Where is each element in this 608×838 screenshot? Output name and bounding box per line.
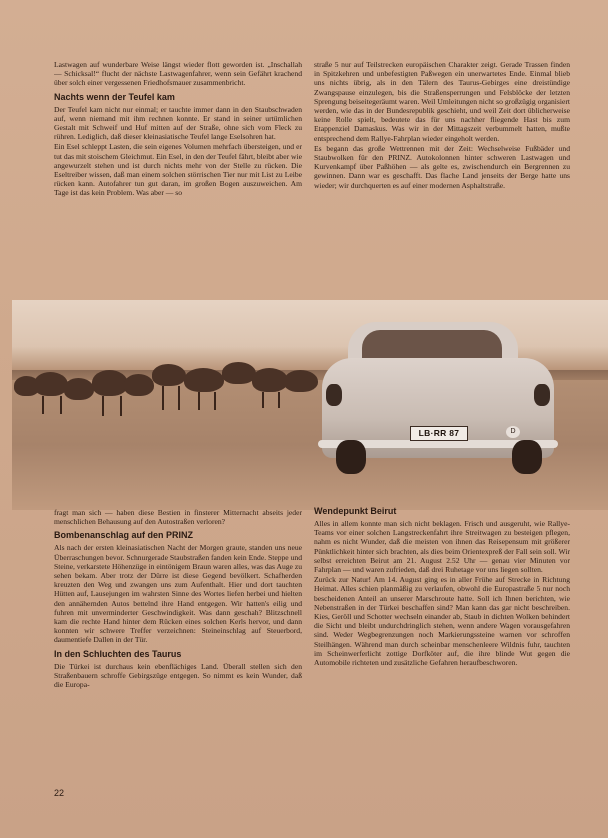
text-column-1 [54, 60, 302, 306]
section-heading: In den Schluchten des Taurus [54, 648, 182, 659]
paragraph: Lastwagen auf wunderbare Weise längst wieder flott geworden ist. „Inschallah — Schicksal!“ flucht der nächste Lastwagenfahrer, wenn sein Gefährt krachend über solch einer vergessenen Friedhofsmauer zusammenbricht. [54, 60, 302, 88]
paragraph: Die Türkei ist durchaus kein ebenflächiges Land. Überall stellen sich den Straßenbauern schroffe Gebirgszüge entgegen. So nimmt es kein Wunder, daß die Europa- [54, 661, 302, 690]
paragraph: fragt man sich — haben diese Bestien in finsterer Mitternacht abseits jeder menschlichen Behausung auf den Autostraßen verloren? [54, 508, 302, 527]
text-column-2 [314, 60, 570, 306]
page-number: 22 [54, 788, 65, 798]
text-column-3 [54, 508, 302, 770]
paragraph: Der Teufel kam nicht nur einmal; er tauchte immer dann in den Staubschwaden auf, wenn niemand mit ihm rechnen konnte. Er stand in seiner urtümlichen Gestalt mit Schweif und Huf mitten auf der Straße, ohne sich vom Fleck zu rühren. Lediglich, daß dieser kleinasiatische Teufel lange Eselsohren hat. [54, 104, 302, 142]
text-column-4 [314, 502, 570, 792]
car-prinz [322, 322, 554, 470]
paragraph: Alles in allem konnte man sich nicht beklagen. Frisch und ausgeruht, wie Rallye-Teams vor einer solchen Langstreckenfahrt ihre Streitwagen zu besteigen pflegen, nahm es nicht Wunder, daß die meisten von ihnen das Reisepensum mit größerer Pünktlichkeit hinter sich brachten, als dies beim Orientexpreß der Fall sein soll. Wir selbst erreichten Beirut am 21. August 2.52 Uhr — genau vier Minuten vor Fahrplan — und waren zufrieden, daß drei Ruhetage vor uns liegen sollten. [314, 519, 570, 575]
section-heading: Bombenanschlag auf den PRINZ [54, 530, 194, 541]
paragraph: Als nach der ersten kleinasiatischen Nacht der Morgen graute, standen uns neue Überraschungen bevor. Schnurgerade Staubstraßen fanden kein Ende. Steppe und Steine, verkarstete Höhenzüge in eintönigem Braun waren alles, was das Auge zu sehen bekam. Aber trotz der Dürre ist diese Gegend bevölkert. Schafherden kreuzten den Weg und zwangen uns zum Aufenthalt. Hier und dort tauchten Hütten auf, Lausejungen im wahrsten Sinne des Wortes liefen herbei und hielten den annähernden Autos bettelnd ihre Hand entgegen. Wir hatten's eilig und fuhren mit unverminderter Geschwindigkeit. Was dann geschah? Blitzschnell kam die rechte Hand hinter dem Rücken eines solchen Kerls hervor, und dann konnten wir schwere Treffer verzeichnen: Steineinschlag auf Steuerbord, daumentiefe Dallen in der Tür. [54, 543, 302, 645]
section-heading: Nachts wenn der Teufel kam [54, 91, 175, 102]
paragraph: Zurück zur Natur! Am 14. August ging es in aller Frühe auf Strecke in Richtung Heimat. Alles schien planmäßig zu verlaufen, obwohl die Europastraße 5 nur noch bescheidenen Anteil an unserer Marschroute hatte. Soll ich Ihnen berichten, wie Nebenstraßen in der Türkei beschaffen sind? Man kann das gar nicht beschreiben. Kies, Geröll und Schotter wechseln einander ab, Staub in dichten Wolken behindert die Sicht und bleibt undurchdringlich stehen, wenn andere Wagen vorausgefahren sind. Weder Wegbegrenzungen noch Markierungssteine warnen vor schroffen Steilhängen. Während man durch scheinbar menschenleere Wildnis fuhr, tauchten im Scheinwerferlicht zottige Dorfköter auf, die ihre blinde Wut gegen die Automobile richteten und zusätzliche Gefahren heraufbeschworen. [314, 575, 570, 668]
paragraph: straße 5 nur auf Teilstrecken europäischen Charakter zeigt. Gerade Trassen finden in Spitzkehren und unbefestigten Paßwegen ein unerwartetes Ende. Einmal blieb uns nichts übrig, als in den Tälern des Taurus-Gebirges eine dreistündige Zwangspause einzulegen, bis die Straßensperrungen und Felsblöcke der letzten Sprengung beiseitegeräumt waren. Weil Umleitungen nicht so großzügig organisiert werden, wie das in der Bundesrepublik geschieht, und weil Zeit dort üblicherweise keine Rolle spielt, bedeutete das für uns nachher fliegende Hast bis zum Etappenziel Damaskus. Was wir in der Mittagszeit verbummelt hatten, mußte entsprechend dem Rallye-Fahrplan wieder eingeholt werden. [314, 60, 570, 143]
sheep-herd [12, 350, 352, 430]
license-plate: LB·RR 87 [410, 426, 468, 441]
paragraph: Ein Esel schleppt Lasten, die sein eigenes Volumen mehrfach übersteigen, und er tut das mit stoischem Gleichmut. Ein Esel, in den der Teufel fährt, bleibt aber wie angewurzelt stehen und ist durch nichts mehr von der Stelle zu rücken. Die Eseltreiber wissen, daß man einem solchen störrischen Tier nur mit List zu Leibe rücken kann. Autofahrer tun gut daran, im großen Bogen auszuweichen. Am Tage ist das kein Problem. Was aber — so [54, 142, 302, 198]
paragraph: Es begann das große Wettrennen mit der Zeit: Wechselweise Fußbäder und Staubwolken für den PRINZ. Autokolonnen hinter schweren Lastwagen und Kurvenkampf über Paßhöhen — als gelte es, zwischendurch ein Bergrennen zu gewinnen. Dann war es geschafft. Das flache Land jenseits der Berge hatte uns wieder; wir durchquerten es auf einer modernen Asphaltstraße. [314, 143, 570, 190]
country-badge: D [506, 426, 520, 438]
section-heading: Wendepunkt Beirut [314, 506, 397, 516]
photo-car-and-sheep [12, 300, 608, 510]
